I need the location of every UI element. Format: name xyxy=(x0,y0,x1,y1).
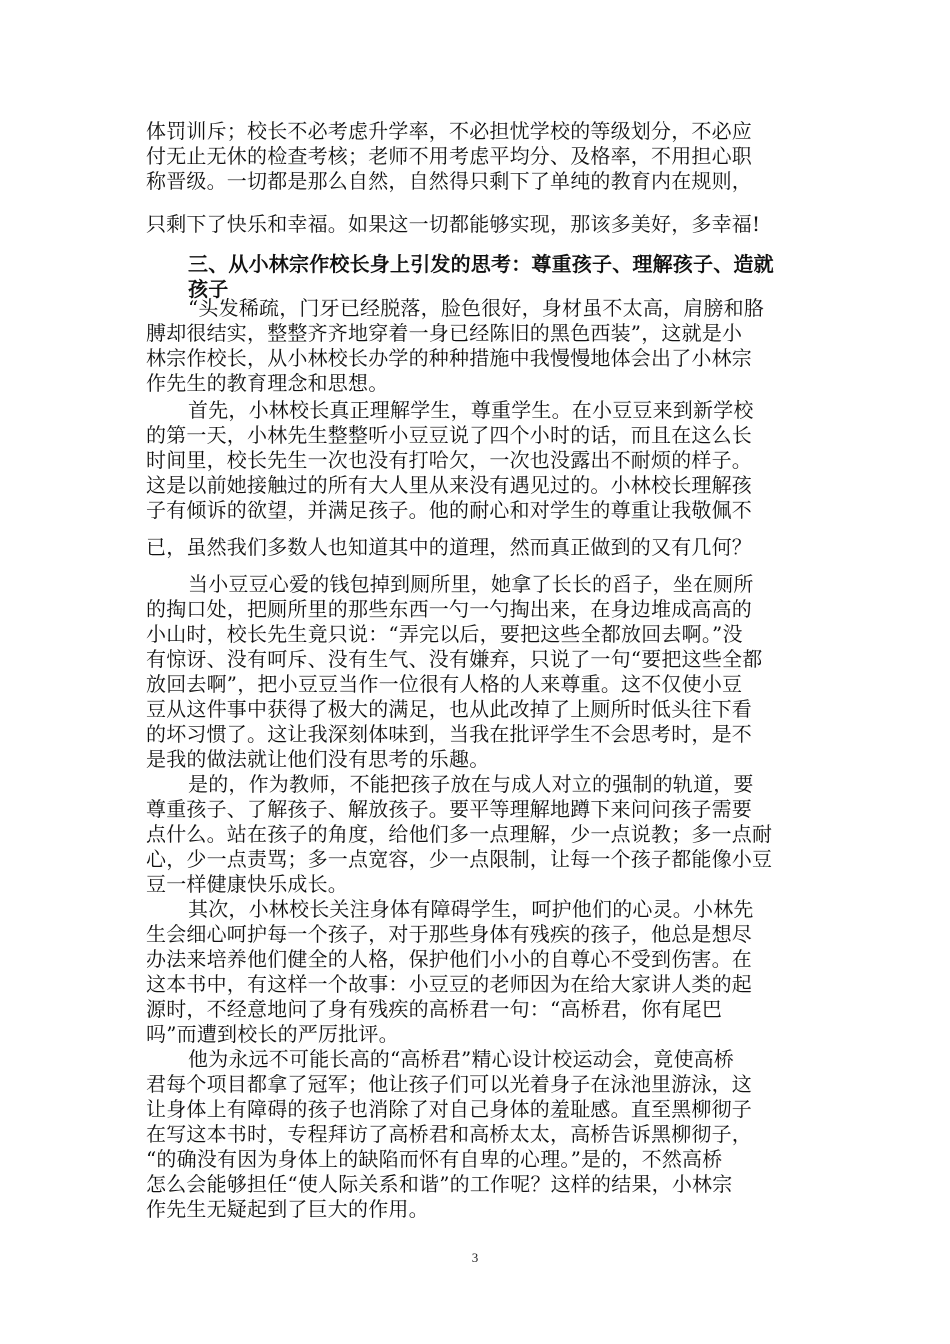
text-line: 时间里，校长先生一次也没有打哈欠，一次也没露出不耐烦的样子。 xyxy=(146,448,752,472)
text-line: 的掏口处，把厕所里的那些东西一勺一勺掏出来，在身边堆成高高的 xyxy=(146,597,752,621)
text-line: 的第一天，小林先生整整听小豆豆说了四个小时的话，而且在这么长 xyxy=(146,423,752,447)
paragraph-first-point-end xyxy=(146,535,814,560)
text-line: 只剩下了快乐和幸福。如果这一切都能够实现，那该多美好，多幸福! xyxy=(146,212,761,236)
text-line: 这本书中，有这样一个故事：小豆豆的老师因为在给大家讲人类的起 xyxy=(146,972,752,996)
paragraph-toilet-story xyxy=(146,572,814,772)
text-line: 豆一样健康快乐成长。 xyxy=(146,872,348,896)
paragraph-description xyxy=(146,296,814,396)
text-line: 孩子 xyxy=(188,277,229,301)
text-line: 是我的做法就让他们没有思考的乐趣。 xyxy=(146,747,490,771)
text-line: 办法来培养他们健全的人格，保护他们小小的自尊心不受到伤害。在 xyxy=(146,947,752,971)
text-line: 他为永远不可能长高的“高桥君”精心设计校运动会，竟使高桥 xyxy=(188,1047,735,1071)
text-line: 在写这本书时，专程拜访了高桥君和高桥太太，高桥告诉黑柳彻子， xyxy=(146,1122,752,1146)
text-line: 君每个项目都拿了冠军；他让孩子们可以光着身子在泳池里游泳，这 xyxy=(146,1072,752,1096)
text-line: 其次，小林校长关注身体有障碍学生，呵护他们的心灵。小林先 xyxy=(188,897,754,921)
text-line: 首先，小林校长真正理解学生，尊重学生。在小豆豆来到新学校 xyxy=(188,398,754,422)
text-line: 已，虽然我们多数人也知道其中的道理，然而真正做到的又有几何？ xyxy=(146,535,752,559)
text-line: 吗”而遭到校长的严厉批评。 xyxy=(146,1022,399,1046)
paragraph-second-point xyxy=(146,897,814,1047)
text-line: 是的，作为教师，不能把孩子放在与成人对立的强制的轨道，要 xyxy=(188,772,754,796)
text-line: 小山时，校长先生竟只说：“弄完以后，要把这些全都放回去啊。”没 xyxy=(146,622,743,646)
text-line: 心，少一点责骂；多一点宽容，少一点限制，让每一个孩子都能像小豆 xyxy=(146,847,773,871)
text-line: 的坏习惯了。这让我深刻体味到，当我在批评学生不会思考时，是不 xyxy=(146,722,752,746)
text-line: 子有倾诉的欲望，并满足孩子。他的耐心和对学生的尊重让我敬佩不 xyxy=(146,498,752,522)
text-line: 尊重孩子、了解孩子、解放孩子。要平等理解地蹲下来问问孩子需要 xyxy=(146,797,752,821)
text-line: 源时，不经意地问了身有残疾的高桥君一句：“高桥君，你有尾巴 xyxy=(146,997,723,1021)
text-line: 三、从小林宗作校长身上引发的思考：尊重孩子、理解孩子、造就 xyxy=(188,252,774,276)
paragraph-takahashi-story xyxy=(146,1047,814,1222)
text-line: 称晋级。一切都是那么自然，自然得只剩下了单纯的教育内在规则， xyxy=(146,169,752,193)
text-line: 生会细心呵护每一个孩子，对于那些身体有残疾的孩子，他总是想尽 xyxy=(146,922,752,946)
text-line: 这是以前她接触过的所有大人里从来没有遇见过的。小林校长理解孩 xyxy=(146,473,752,497)
text-line: 作先生无疑起到了巨大的作用。 xyxy=(146,1197,429,1221)
text-line: 膊却很结实，整整齐齐地穿着一身已经陈旧的黑色西装”，这就是小 xyxy=(146,321,743,345)
text-line: “头发稀疏，门牙已经脱落，脸色很好，身材虽不太高，肩膀和胳 xyxy=(188,296,765,320)
text-line: 当小豆豆心爱的钱包掉到厕所里，她拿了长长的舀子，坐在厕所 xyxy=(188,572,754,596)
paragraph-continuation-end xyxy=(146,212,814,237)
paragraph-teacher-reflection xyxy=(146,772,814,897)
paragraph-first-point xyxy=(146,398,814,523)
text-line: “的确没有因为身体上的缺陷而怀有自卑的心理。”是的，不然高桥 xyxy=(146,1147,723,1171)
text-line: 放回去啊”，把小豆豆当作一位很有人格的人来尊重。这不仅使小豆 xyxy=(146,672,743,696)
text-line: 点什么。站在孩子的角度，给他们多一点理解，少一点说教；多一点耐 xyxy=(146,822,773,846)
text-line: 怎么会能够担任“使人际关系和谐”的工作呢？这样的结果，小林宗 xyxy=(146,1172,733,1196)
page-number: 3 xyxy=(471,1250,479,1265)
text-line: 付无止无休的检查考核；老师不用考虑平均分、及格率，不用担心职 xyxy=(146,144,752,168)
paragraph-continuation xyxy=(146,119,814,194)
text-line: 林宗作校长，从小林校长办学的种种措施中我慢慢地体会出了小林宗 xyxy=(146,346,752,370)
text-line: 有惊讶、没有呵斥、没有生气、没有嫌弃，只说了一句“要把这些全都 xyxy=(146,647,763,671)
section-heading xyxy=(146,252,856,302)
text-line: 体罚训斥；校长不必考虑升学率，不必担忧学校的等级划分，不必应 xyxy=(146,119,752,143)
text-line: 豆从这件事中获得了极大的满足，也从此改掉了上厕所时低头往下看 xyxy=(146,697,752,721)
text-line: 让身体上有障碍的孩子也消除了对自己身体的羞耻感。直至黑柳彻子 xyxy=(146,1097,752,1121)
text-line: 作先生的教育理念和思想。 xyxy=(146,371,389,395)
